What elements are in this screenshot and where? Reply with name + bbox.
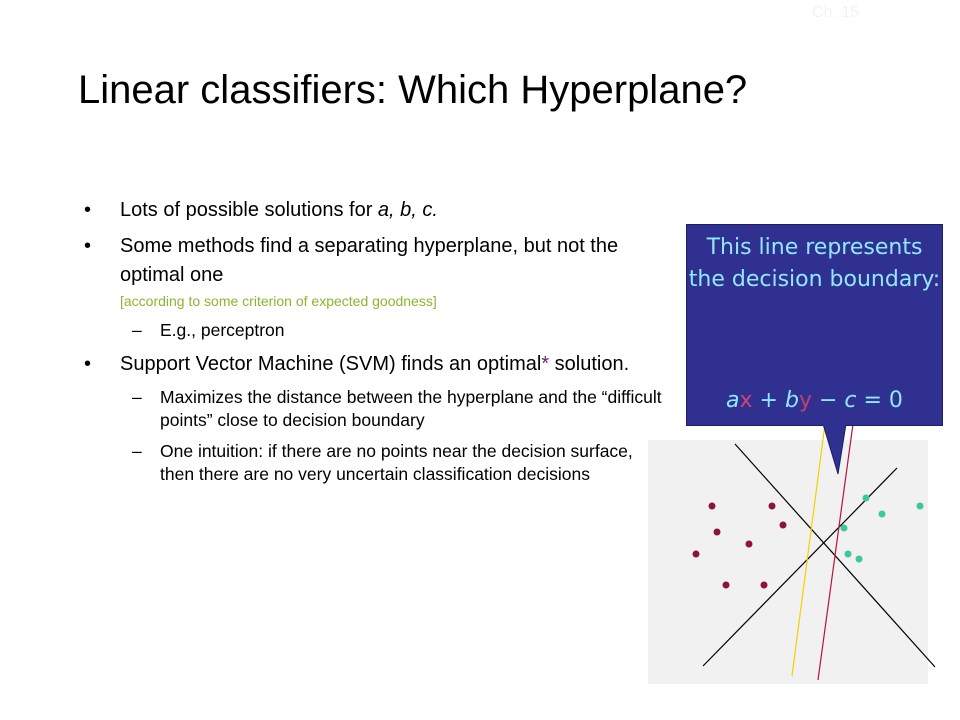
eq-var-x: x (739, 388, 753, 413)
sub-bullet-text: E.g., perceptron (160, 320, 285, 340)
bullet-marker: • (84, 235, 92, 257)
chapter-reference: Ch. 15 (812, 4, 860, 21)
sub-bullet-marker: – (132, 320, 142, 340)
bullet-marker: • (84, 353, 92, 375)
sub-bullet-text: Maximizes the distance between the hyperplane and the “difficult points” close to decision boundary (160, 387, 662, 430)
sub-bullet-marker: – (132, 441, 142, 461)
eq-coef-b: b (784, 388, 799, 413)
sub-bullet-marker: – (132, 387, 142, 407)
eq-var-y: y (798, 388, 812, 413)
eq-equals-zero: = 0 (856, 388, 903, 413)
bullet-text: Lots of possible solutions for (120, 199, 378, 221)
bullet-note: [according to some criterion of expected goodness] (120, 293, 437, 309)
callout-text: This line represents the decision boundary: (688, 235, 941, 292)
slide-title: Linear classifiers: Which Hyperplane? (78, 68, 748, 112)
bullet-text-end: solution. (549, 353, 630, 375)
eq-plus: + (752, 388, 785, 413)
bullet-text: Some methods find a separating hyperplane, but not the optimal one (120, 235, 619, 286)
bullet-text: Support Vector Machine (SVM) finds an optimal (120, 353, 542, 375)
sub-bullet-text: One intuition: if there are no points near the decision surface, then there are no very uncertain classification decisions (160, 441, 633, 484)
eq-coef-a: a (726, 388, 740, 413)
footnote-star: * (541, 353, 550, 375)
bullet-variables: a, b, c. (377, 199, 438, 221)
decision-boundary-equation (686, 385, 943, 417)
bullet-marker: • (84, 199, 92, 221)
eq-coef-c: c (844, 388, 857, 413)
eq-minus: − (811, 388, 845, 413)
